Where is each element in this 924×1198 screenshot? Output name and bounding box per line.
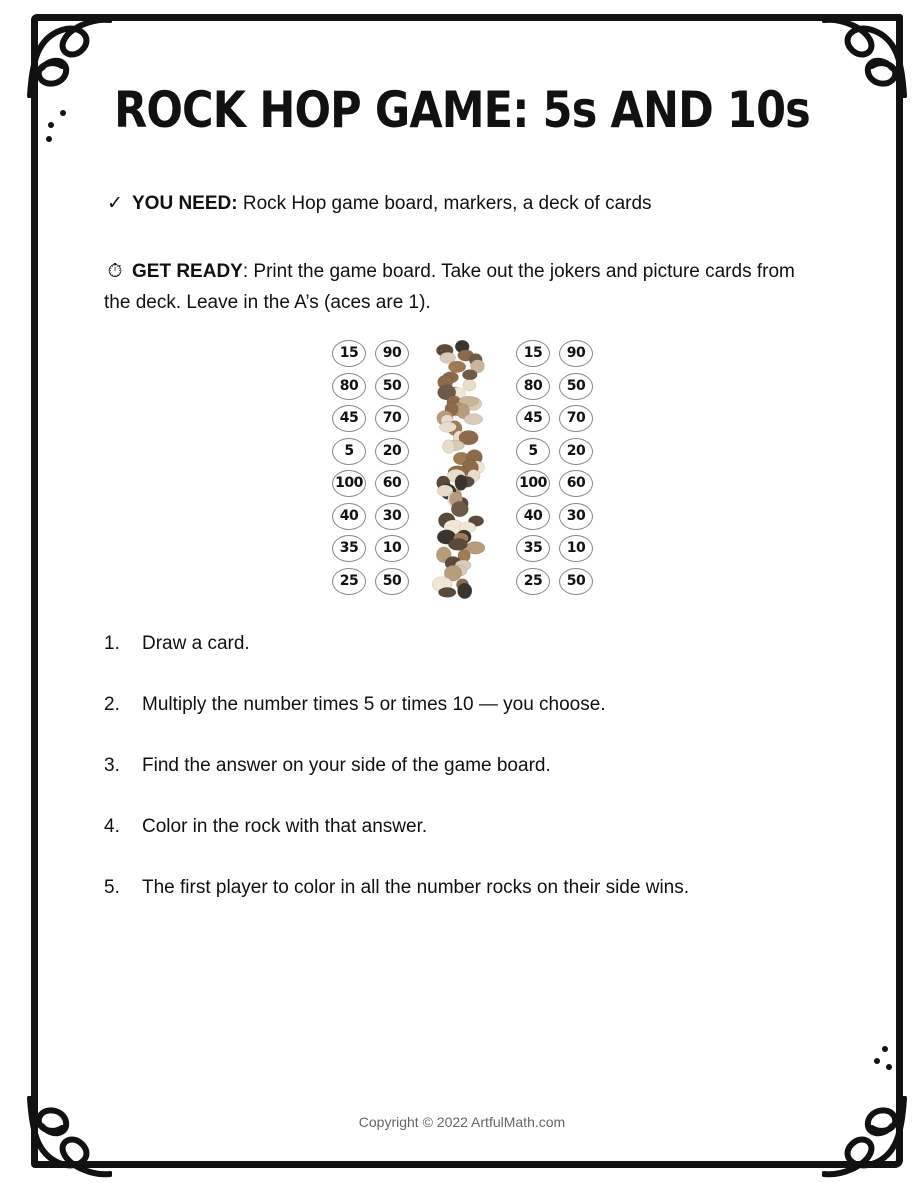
board-right-side [514,340,592,600]
step-text: Draw a card. [142,633,250,654]
pebble [464,414,483,425]
pebble [448,538,467,550]
rock-number: 40 [516,503,550,530]
you-need-label: YOU NEED: [132,193,238,214]
step-number: 1. [104,633,120,654]
swirl-corner-bottom-right [822,1096,912,1186]
get-ready-section [104,256,804,318]
step-number: 5. [104,877,120,898]
step-number: 3. [104,755,120,776]
step-number: 2. [104,694,120,715]
rock-number: 40 [332,503,366,530]
rock-number: 35 [516,535,550,562]
step-item [104,626,824,687]
stopwatch-icon: ⏱ [107,261,123,282]
get-ready-text: : Print the game board. Take out the jokers and picture cards from the deck. Leave in the A’s (aces are 1). [104,261,795,313]
copyright-footer: Copyright © 2022 ArtfulMath.com [358,1114,566,1130]
rock-number: 100 [332,470,366,497]
rock-number: 50 [559,373,593,400]
step-number: 4. [104,816,120,837]
rock-number: 45 [516,405,550,432]
pebble [439,422,456,433]
you-need-text: Rock Hop game board, markers, a deck of cards [237,193,652,214]
page-title: ROCK HOP GAME: 5s AND 10s [114,81,810,139]
rock-pile-image [428,340,492,602]
rock-number: 90 [559,340,593,367]
rock-number: 15 [516,340,550,367]
rock-number: 70 [375,405,409,432]
pebble [455,475,467,491]
rock-number: 30 [559,503,593,530]
swirl-corner-bottom-left [22,1096,112,1186]
rock-number: 100 [516,470,550,497]
game-board [330,340,592,602]
step-text: Find the answer on your side of the game board. [142,755,551,776]
rock-number: 25 [516,568,550,595]
rock-number: 20 [559,438,593,465]
rock-number: 20 [375,438,409,465]
rock-number: 80 [516,373,550,400]
rock-number: 5 [332,438,366,465]
rock-number: 15 [332,340,366,367]
rock-number: 25 [332,568,366,595]
step-item [104,870,824,931]
rock-number: 60 [375,470,409,497]
instruction-steps [104,626,824,931]
step-item [104,748,824,809]
checkmark-icon: ✓ [107,193,123,214]
rock-number: 60 [559,470,593,497]
rock-number: 35 [332,535,366,562]
rock-number: 50 [375,373,409,400]
you-need-section [104,188,804,219]
step-text: The first player to color in all the number rocks on their side wins. [142,877,690,898]
rock-number: 30 [375,503,409,530]
step-item [104,809,824,870]
board-left-side [330,340,408,600]
rock-number: 70 [559,405,593,432]
rock-number: 50 [375,568,409,595]
step-item [104,687,824,748]
pebble [438,587,456,597]
pebble [451,501,468,516]
rock-number: 10 [375,535,409,562]
rock-number: 90 [375,340,409,367]
rock-number: 45 [332,405,366,432]
rock-number: 80 [332,373,366,400]
step-text: Color in the rock with that answer. [142,816,428,837]
pebble [463,380,476,391]
step-text: Multiply the number times 5 or times 10 — you choose. [142,694,606,715]
rock-number: 10 [559,535,593,562]
rock-number: 50 [559,568,593,595]
pebble [462,370,477,380]
pebble [448,361,465,373]
pebble [443,440,455,454]
pebble [458,583,472,599]
rock-number: 5 [516,438,550,465]
get-ready-label: GET READY [132,261,243,282]
